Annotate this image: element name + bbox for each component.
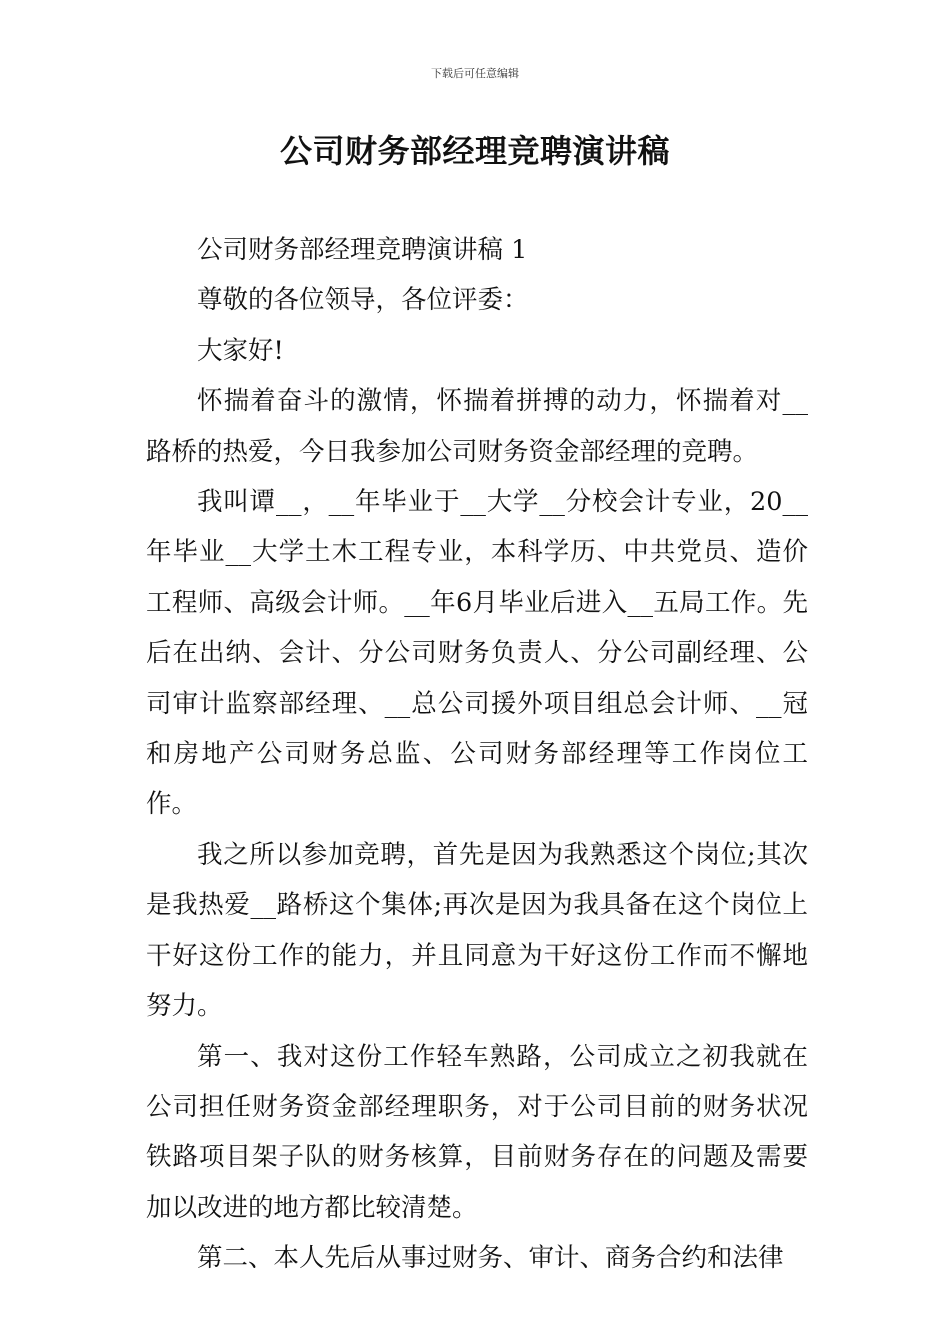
paragraph-subtitle: 公司财务部经理竞聘演讲稿 1 bbox=[197, 235, 528, 265]
paragraph: 第二、本人先后从事过财务、审计、商务合约和法律 bbox=[197, 1243, 784, 1274]
paragraph-greeting: 大家好! bbox=[197, 335, 284, 366]
document-body bbox=[146, 225, 808, 1284]
header-note: 下载后可任意编辑 bbox=[431, 67, 519, 80]
paragraph: 我之所以参加竞聘，首先是因为我熟悉这个岗位;其次是我热爱__路桥这个集体;再次是因为我具备在这个岗位上干好这份工作的能力，并且同意为干好这份工作而不懈地努力。 bbox=[146, 839, 808, 1022]
paragraph: 怀揣着奋斗的激情，怀揣着拼搏的动力，怀揣着对__路桥的热爱，今日我参加公司财务资金部经理的竞聘。 bbox=[146, 386, 808, 467]
document-title: 公司财务部经理竞聘演讲稿 bbox=[279, 132, 670, 170]
paragraph: 第一、我对这份工作轻车熟路，公司成立之初我就在公司担任财务资金部经理职务，对于公司目前的财务状况铁路项目架子队的财务核算，目前财务存在的问题及需要加以改进的地方都比较清楚。 bbox=[146, 1041, 808, 1223]
paragraph-salutation: 尊敬的各位领导，各位评委： bbox=[197, 285, 529, 316]
paragraph: 我叫谭__，__年毕业于__大学__分校会计专业，20__年毕业__大学土木工程专业，本科学历、中共党员、造价工程师、高级会计师。__年6月毕业后进入__五局工作。先后在出纳、会计、分公司财务负责人、分公司副经理、公司审计监察部经理、__总公司援外项目组总会计师、__冠和房地产公司财务总监、公司财务部经理等工作岗位工作。 bbox=[146, 487, 808, 820]
